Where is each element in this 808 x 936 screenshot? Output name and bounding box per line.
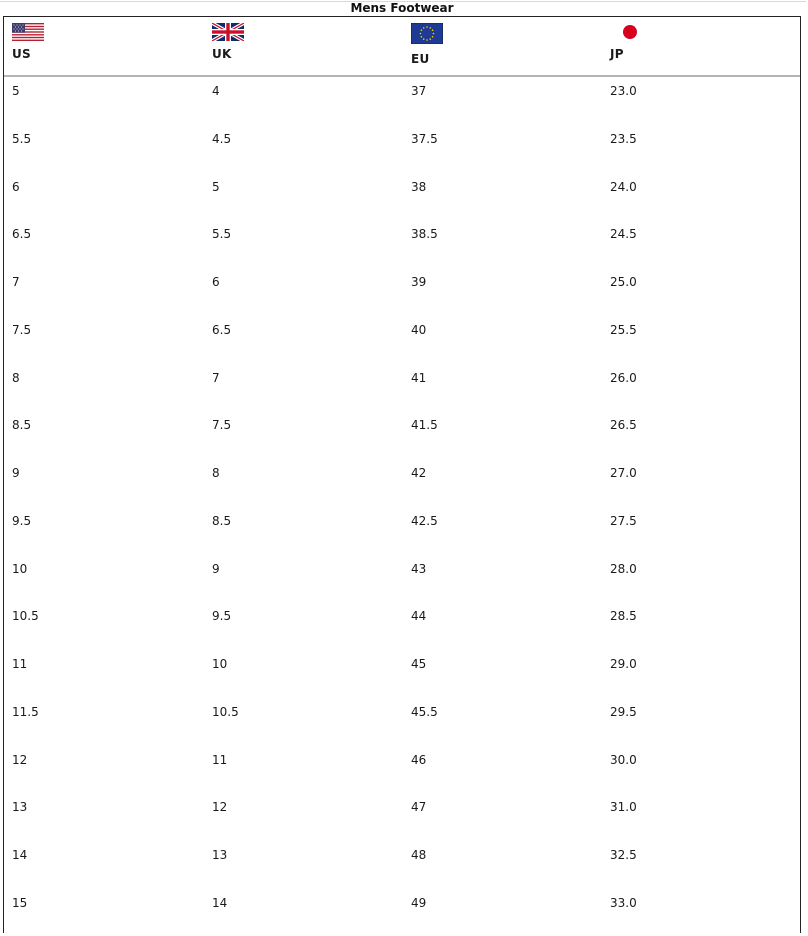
column-label-eu: EU	[411, 52, 430, 66]
cell-us: 8.5	[12, 418, 32, 433]
column-header-jp	[610, 23, 642, 61]
cell-eu: 37.5	[411, 131, 438, 146]
cell-uk: 9	[212, 561, 220, 576]
table-row	[4, 363, 800, 411]
cell-eu: 42	[411, 466, 427, 480]
cell-us: 5.5	[12, 131, 32, 146]
cell-uk: 7	[212, 370, 220, 385]
cell-us: 9	[12, 466, 20, 480]
cell-jp: 33.0	[610, 895, 637, 910]
cell-uk: 7.5	[212, 418, 232, 433]
cell-eu: 42.5	[411, 513, 438, 528]
cell-uk: 14	[212, 895, 228, 910]
cell-uk: 4	[212, 84, 220, 98]
cell-eu: 41	[411, 370, 427, 385]
cell-eu: 47	[411, 800, 427, 815]
cell-uk: 6.5	[212, 322, 232, 337]
table-row	[4, 506, 800, 554]
cell-uk: 11	[212, 752, 228, 767]
cell-eu: 44	[411, 609, 427, 624]
column-header-us	[12, 23, 44, 61]
cell-eu: 49	[411, 895, 427, 910]
table-row	[4, 219, 800, 267]
column-label-jp: JP	[610, 47, 624, 61]
table-row	[4, 601, 800, 649]
table-body	[4, 76, 800, 936]
cell-uk: 5.5	[212, 227, 232, 242]
cell-jp: 25.0	[610, 275, 637, 289]
cell-jp: 27.5	[610, 513, 637, 528]
cell-uk: 13	[212, 848, 228, 862]
cell-jp: 32.5	[610, 848, 637, 862]
cell-us: 11.5	[12, 704, 39, 719]
cell-jp: 23.0	[610, 84, 637, 98]
table-row	[4, 554, 800, 602]
cell-us: 7	[12, 275, 20, 289]
cell-us: 5	[12, 84, 20, 98]
table-row	[4, 792, 800, 840]
cell-jp: 28.0	[610, 561, 637, 576]
cell-jp: 31.0	[610, 800, 637, 815]
table-row	[4, 172, 800, 220]
cell-us: 6.5	[12, 227, 32, 242]
cell-us: 10	[12, 561, 28, 576]
cell-eu: 48	[411, 848, 427, 862]
table-row	[4, 267, 800, 315]
cell-eu: 37	[411, 84, 427, 98]
table-row	[4, 76, 800, 124]
cell-eu: 38	[411, 179, 427, 194]
table-row	[4, 840, 800, 888]
table-header	[4, 17, 800, 77]
cell-us: 14	[12, 848, 28, 862]
cell-us: 6	[12, 179, 20, 194]
column-label-us: US	[12, 47, 31, 61]
cell-us: 13	[12, 800, 28, 815]
cell-uk: 6	[212, 275, 220, 289]
table-row	[4, 315, 800, 363]
cell-us: 15	[12, 895, 28, 910]
cell-jp: 29.0	[610, 657, 637, 671]
eu-flag-icon	[411, 23, 443, 44]
cell-eu: 39	[411, 275, 427, 289]
cell-uk: 4.5	[212, 131, 232, 146]
cell-eu: 45	[411, 657, 427, 671]
jp-flag-icon	[610, 23, 642, 41]
cell-us: 11	[12, 657, 28, 671]
cell-us: 12	[12, 752, 28, 767]
cell-uk: 8	[212, 466, 220, 480]
table-row	[4, 458, 800, 506]
cell-eu: 46	[411, 752, 427, 767]
cell-eu: 43	[411, 561, 427, 576]
column-header-eu	[411, 23, 443, 66]
cell-jp: 27.0	[610, 466, 637, 480]
cell-us: 8	[12, 370, 20, 385]
cell-jp: 26.5	[610, 418, 637, 433]
cell-eu: 38.5	[411, 227, 438, 242]
cell-uk: 10	[212, 657, 228, 671]
cell-uk: 8.5	[212, 513, 232, 528]
cell-jp: 24.5	[610, 227, 637, 242]
cell-uk: 10.5	[212, 704, 239, 719]
cell-uk: 5	[212, 179, 220, 194]
cell-eu: 45.5	[411, 704, 438, 719]
table-row	[4, 410, 800, 458]
cell-us: 7.5	[12, 322, 32, 337]
page-title: Mens Footwear	[350, 1, 454, 15]
column-label-uk: UK	[212, 47, 232, 61]
cell-jp: 25.5	[610, 322, 637, 337]
cell-jp: 30.0	[610, 752, 637, 767]
cell-us: 10.5	[12, 609, 39, 624]
size-chart-table	[3, 16, 801, 933]
column-header-uk	[212, 23, 244, 61]
cell-eu: 41.5	[411, 418, 438, 433]
cell-eu: 40	[411, 322, 427, 337]
cell-uk: 9.5	[212, 609, 232, 624]
cell-us: 9.5	[12, 513, 32, 528]
table-row	[4, 888, 800, 936]
table-row	[4, 649, 800, 697]
cell-jp: 23.5	[610, 131, 637, 146]
cell-uk: 12	[212, 800, 228, 815]
uk-flag-icon	[212, 23, 244, 41]
cell-jp: 24.0	[610, 179, 637, 194]
table-row	[4, 697, 800, 745]
cell-jp: 28.5	[610, 609, 637, 624]
us-flag-icon	[12, 23, 44, 41]
cell-jp: 26.0	[610, 370, 637, 385]
cell-jp: 29.5	[610, 704, 637, 719]
table-row	[4, 745, 800, 793]
table-row	[4, 124, 800, 172]
